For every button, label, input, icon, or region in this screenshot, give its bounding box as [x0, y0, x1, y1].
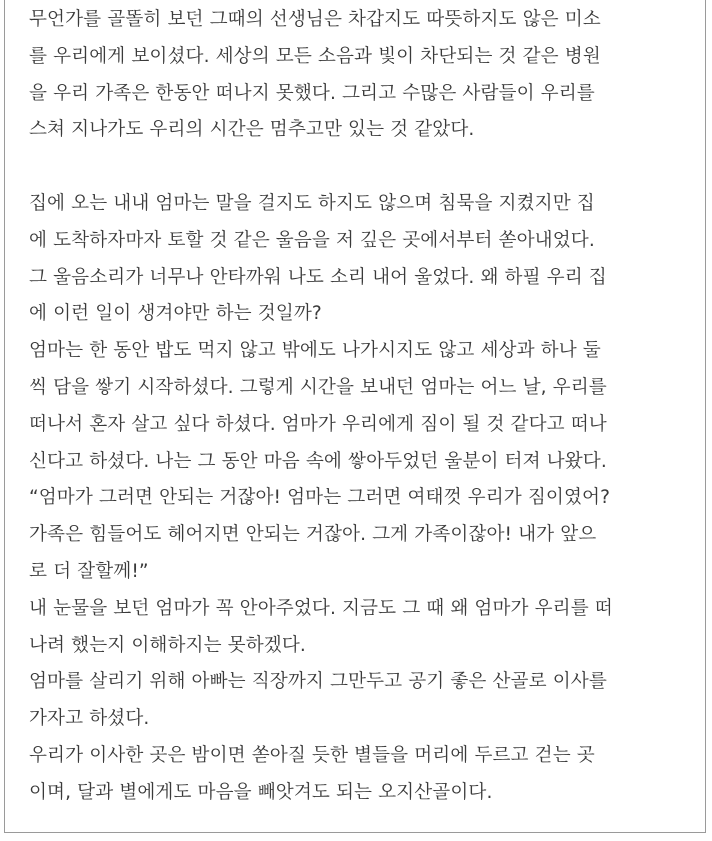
- text-line: 엄마는 한 동안 밥도 먹지 않고 밖에도 나가시지도 않고 세상과 하나 둘: [29, 340, 601, 362]
- text-line: 로 더 잘할께!”: [29, 560, 149, 582]
- text-line: 이며, 달과 별에게도 마음을 빼앗겨도 되는 오지산골이다.: [29, 781, 493, 803]
- text-line: 스쳐 지나가도 우리의 시간은 멈추고만 있는 것 같았다.: [29, 119, 475, 141]
- text-line: 그 울음소리가 너무나 안타까워 나도 소리 내어 울었다. 왜 하필 우리 집: [29, 266, 607, 288]
- text-line: 를 우리에게 보이셨다. 세상의 모든 소음과 빛이 차단되는 것 같은 병원: [29, 45, 601, 67]
- text-line: 무언가를 골똘히 보던 그때의 선생님은 차갑지도 따뜻하지도 않은 미소: [29, 9, 601, 30]
- text-line: 엄마를 살리기 위해 아빠는 직장까지 그만두고 공기 좋은 산골로 이사를: [29, 671, 607, 693]
- text-line: “엄마가 그러면 안되는 거잖아! 엄마는 그러면 여태껏 우리가 짐이였어?: [29, 487, 611, 509]
- text-line: 우리가 이사한 곳은 밤이면 쏟아질 듯한 별들을 머리에 두르고 걷는 곳: [29, 744, 595, 766]
- paragraph-gap: [29, 149, 701, 186]
- text-line: 씩 담을 쌓기 시작하셨다. 그렇게 시간을 보내던 엄마는 어느 날, 우리를: [29, 376, 607, 398]
- text-line: 에 이런 일이 생겨야만 하는 것일까?: [29, 303, 322, 325]
- text-line: 내 눈물을 보던 엄마가 꼭 안아주었다. 지금도 그 때 왜 엄마가 우리를 떠: [29, 597, 613, 619]
- text-line: 신다고 하셨다. 나는 그 동안 마음 속에 쌓아두었던 울분이 터져 나왔다.: [29, 450, 607, 472]
- text-line: 집에 오는 내내 엄마는 말을 걸지도 하지도 않으며 침묵을 지켰지만 집: [29, 192, 595, 214]
- text-line: 가자고 하셨다.: [29, 708, 150, 730]
- document-text: [29, 2, 701, 812]
- text-line: 나려 했는지 이해하지는 못하겠다.: [29, 634, 306, 656]
- text-line: 을 우리 가족은 한동안 떠나지 못했다. 그리고 수많은 사람들이 우리를: [29, 82, 595, 104]
- text-line: 에 도착하자마자 토할 것 같은 울음을 저 깊은 곳에서부터 쏟아내었다.: [29, 229, 595, 251]
- text-line: 떠나서 혼자 살고 싶다 하셨다. 엄마가 우리에게 짐이 될 것 같다고 떠나: [29, 413, 607, 435]
- text-line: 가족은 힘들어도 헤어지면 안되는 거잖아. 그게 가족이잖아! 내가 앞으: [29, 524, 597, 546]
- document-frame: [4, 0, 706, 833]
